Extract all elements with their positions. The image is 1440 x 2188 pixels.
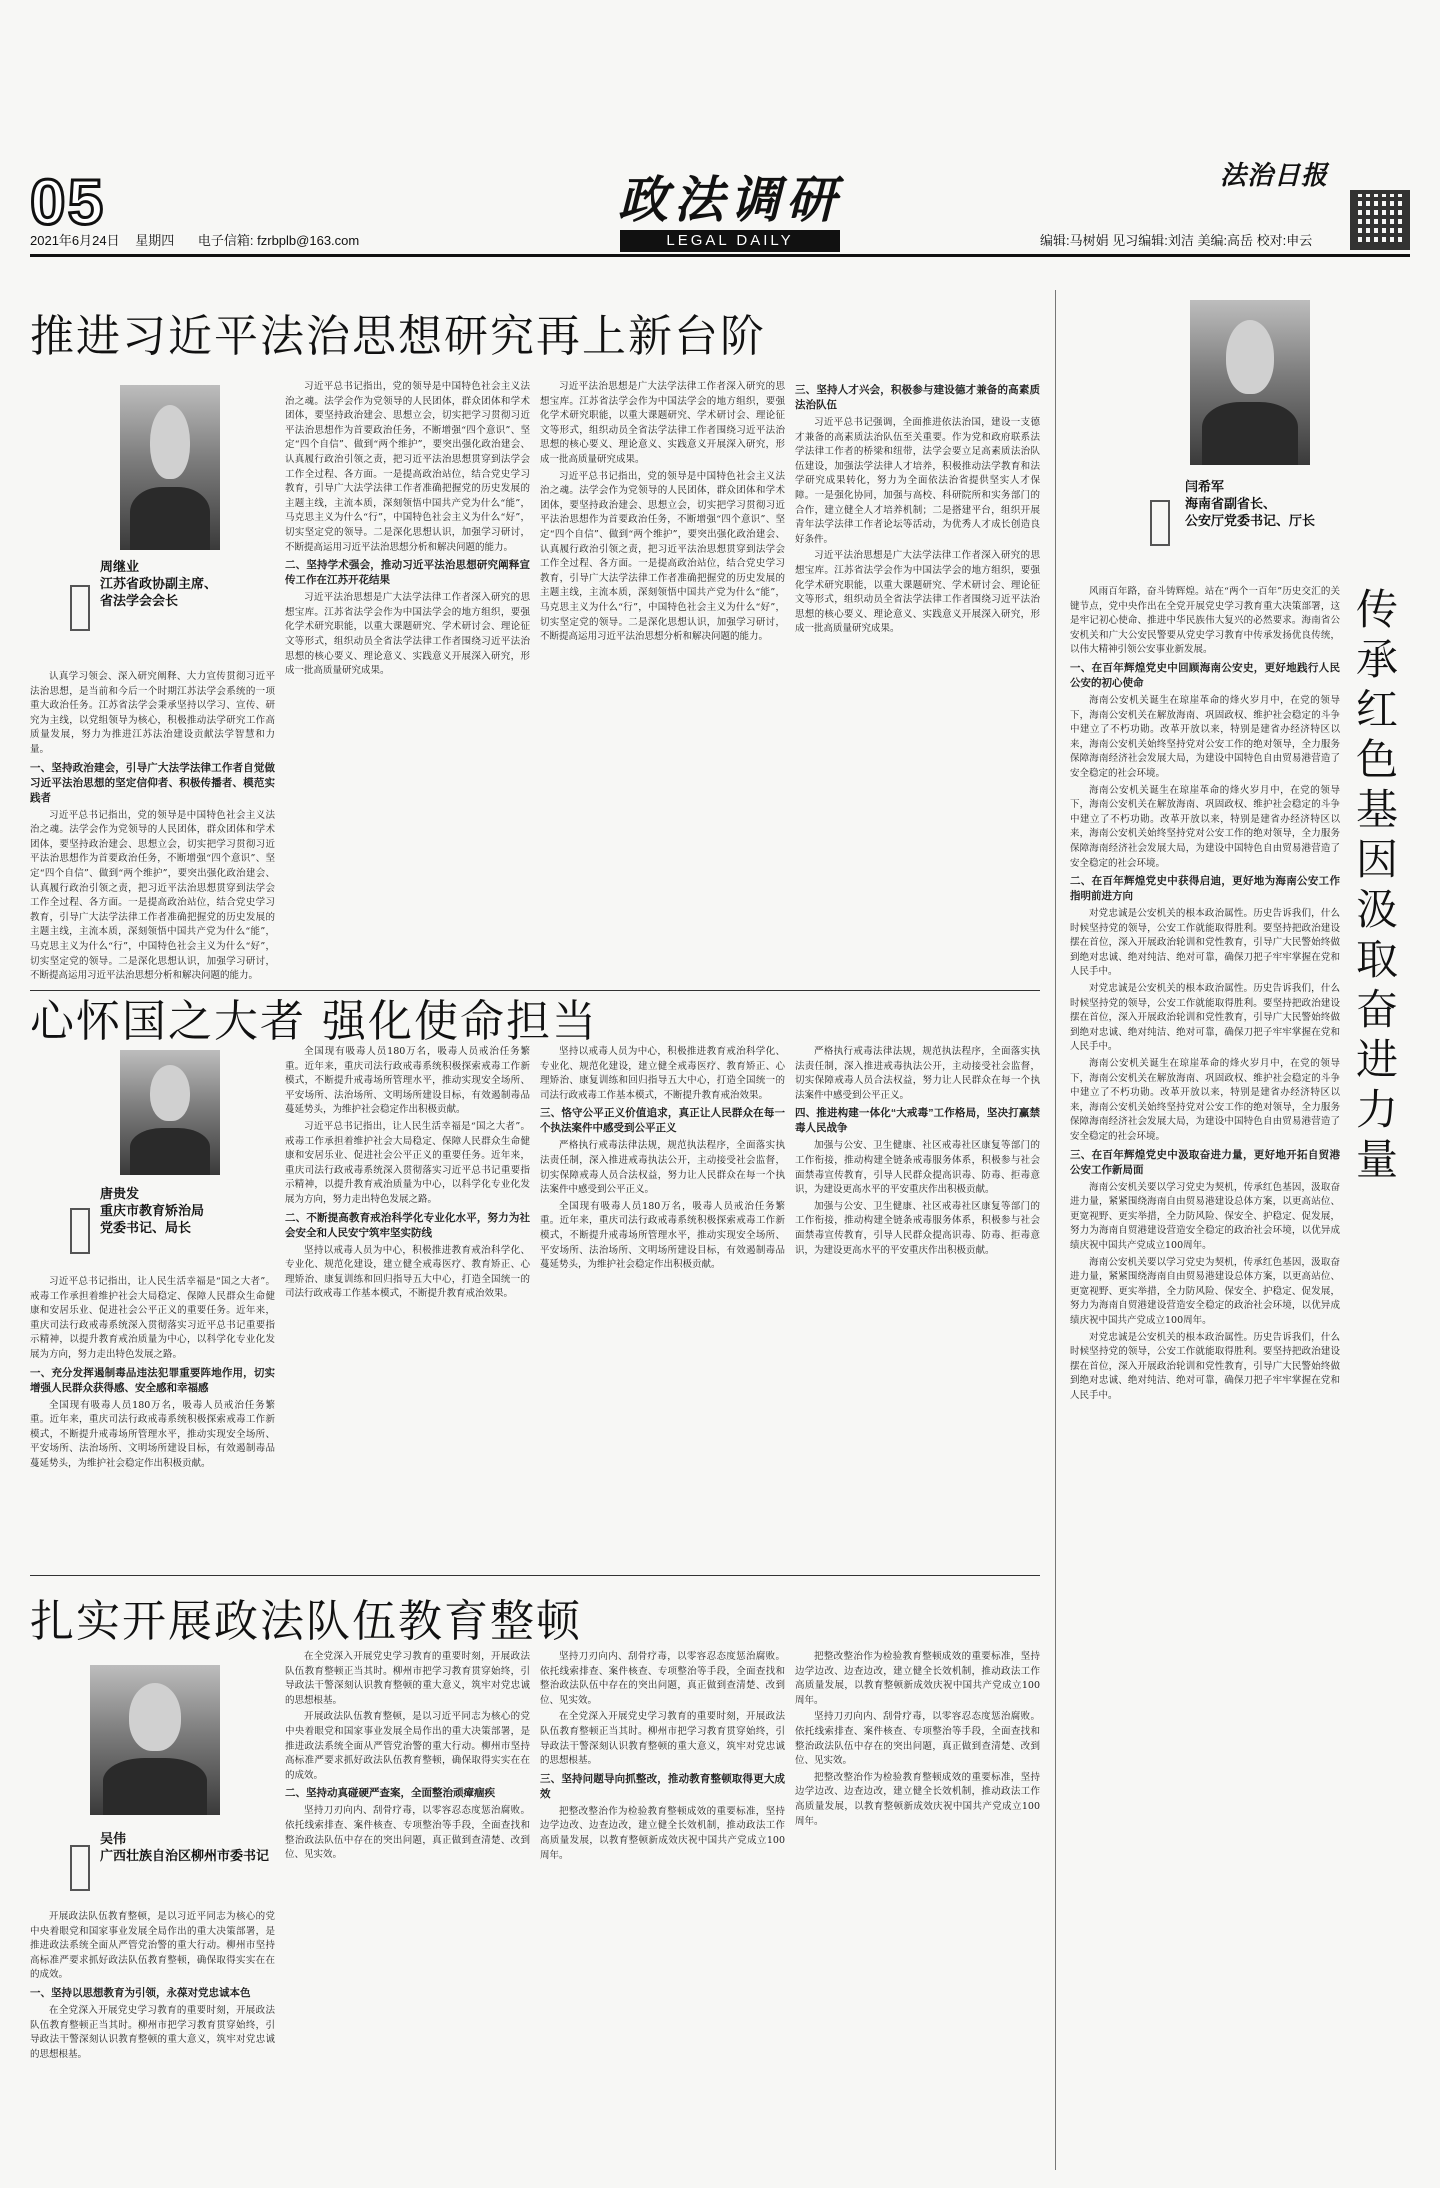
article4-column-1 [30, 1910, 275, 2175]
divider [30, 1575, 1040, 1576]
page-number: 05 [30, 166, 106, 238]
article4-section-2-body: 坚持刀刃向内、刮骨疗毒，以零容忍态度惩治腐败。依托线索排查、案件核查、专项整治等手段，全面查找和整治政法队伍中存在的突出问题，真正做到查清楚、改到位、见实效。 [285, 1805, 530, 1861]
article1-author-title-2: 省法学会会长 [100, 593, 179, 608]
article3-section-3-body: 严格执行戒毒法律法规，规范执法程序，全面落实执法责任制，深入推进戒毒执法公开，主动接受社会监督，切实保障戒毒人员合法权益，努力让人民群众在每一个执法案件中感受到公平正义。 [540, 1140, 785, 1196]
editor-line: 编辑:马树娟 见习编辑:刘洁 美编:高岳 校对:申云 [1040, 233, 1313, 248]
article2-caption [1185, 478, 1315, 529]
article2-author-title-2: 公安厅党委书记、厅长 [1185, 513, 1316, 528]
ornament-icon [70, 1845, 90, 1891]
article1-author-title-1: 江苏省政协副主席、 [100, 576, 218, 591]
article2-author-photo [1190, 300, 1310, 465]
article2-section-1-body: 海南公安机关诞生在琼崖革命的烽火岁月中，在党的领导下，海南公安机关在解放海南、巩固政权、维护社会稳定的斗争中建立了不朽功勋。改革开放以来，特别是建省办经济特区以来，海南公安机关始终坚持党对公安工作的绝对领导，全力服务保障海南经济社会发展大局，为建设中国特色自由贸易港营造了安全稳定的社会环境。 [1070, 694, 1340, 779]
article2-lead: 风雨百年路，奋斗铸辉煌。站在“两个一百年”历史交汇的关键节点，党中央作出在全党开展党史学习教育重大决策部署，这是牢记初心使命、推进中华民族伟大复兴的必然要求。海南省公安机关和广大公安民警要从党史学习教育中传承发扬优良传统，以伟大精神引领公安事业新发展。 [1070, 586, 1340, 656]
article3-author-title-2: 党委书记、局长 [100, 1220, 192, 1235]
article1-section-3-heading: 三、坚持人才兴会，积极参与建设德才兼备的高素质法治队伍 [795, 384, 1040, 411]
article1-column-3: 习近平法治思想是广大法学法律工作者深入研究的思想宝库。江苏省法学会作为中国法学会的地方组织，要强化学术研究职能，以重大课题研究、学术研讨会、理论征文等形式，组织动员全省法学法律工作者围绕习近平法治思想的核心要义、理论意义、实践意义开展深入研究，形成一批高质量研究成果。 习近平总书记指出，党的领导是中国特色社会主义法治之魂。法学会作为党领导的人民团体，群众团体和学术团体，要坚持政治建会、思想立会，切实把学习贯彻习近平法治思想作为首要政治任务，不断增强“四个意识”、坚定“四个自信”、做到“两个维护”，要突出强化政治建会、认真履行政治引领之责，把习近平法治思想贯穿到法学会工作全过程、各方面。一是提高政治站位，结合党史学习教育，引导广大法学法律工作者准确把握党的历史发展的主题主线，主流本质，深刻领悟中国共产党为什么“能”，马克思主义为什么“行”，中国特色社会主义为什么“好”，切实坚定党的领导。二是深化思想认识，加强学习研讨，不断提高运用习近平法治思想分析和解决问题的能力。 [540, 381, 785, 643]
article3-column-4: 严格执行戒毒法律法规，规范执法程序，全面落实执法责任制，深入推进戒毒执法公开，主动接受社会监督，切实保障戒毒人员合法权益，努力让人民群众在每一个执法案件中感受到公平正义。 四、推进构建一体化“大戒毒”工作格局，坚决打赢禁毒人民战争 加强与公安、卫生健康、社区戒毒社区康复等部门的工作衔接，推动构建全链条戒毒服务体系，积极参与社会面禁毒宣传教育，引导人民群众提高识毒、防毒、拒毒意识，为建设更高水平的平安重庆作出积极贡献。 加强与公安、卫生健康、社区戒毒社区康复等部门的工作衔接，推动构建全链条戒毒服务体系，积极参与社会面禁毒宣传教育，引导人民群众提高识毒、防毒、拒毒意识，为建设更高水平的平安重庆作出积极贡献。 [795, 1046, 1040, 1256]
article4-section-3-heading: 三、坚持问题导向抓整改，推动教育整顿取得更大成效 [540, 1772, 785, 1800]
article1-column-2: 习近平总书记指出，党的领导是中国特色社会主义法治之魂。法学会作为党领导的人民团体，群众团体和学术团体，要坚持政治建会、思想立会，切实把学习贯彻习近平法治思想作为首要政治任务，不断增强“四个意识”、坚定“四个自信”、做到“两个维护”，要突出强化政治建会、认真履行政治引领之责，把习近平法治思想贯穿到法学会工作全过程、各方面。一是提高政治站位，结合党史学习教育，引导广大法学法律工作者准确把握党的历史发展的主题主线，主流本质，深刻领悟中国共产党为什么“能”，马克思主义为什么“行”，中国特色社会主义为什么“好”，切实坚定党的领导。二是深化思想认识，加强学习研讨，不断提高运用习近平法治思想分析和解决问题的能力。 二、坚持学术强会，推动习近平法治思想研究阐释宣传工作在江苏开花结果 习近平法治思想是广大法学法律工作者深入研究的思想宝库。江苏省法学会作为中国法学会的地方组织，要强化学术研究职能，以重大课题研究、学术研讨会、理论征文等形式，组织动员全省法学法律工作者围绕习近平法治思想的核心要义、理论意义、实践意义开展深入研究，形成一批高质量研究成果。 [285, 380, 530, 985]
article4-section-1-heading: 一、坚持以思想教育为引领，永葆对党忠诚本色 [30, 1986, 251, 1999]
article4-section-3-body: 把整改整治作为检验教育整顿成效的重要标准，坚持边学边改、边查边改，建立健全长效机制，推动政法工作高质量发展，以教育整顿新成效庆祝中国共产党成立100周年。 [540, 1805, 785, 1861]
article3-column-3: 坚持以戒毒人员为中心，积极推进教育戒治科学化、专业化、规范化建设，建立健全戒毒医疗、教育矫正、心理矫治、康复训练和回归指导五大中心，打造全国统一的司法行政戒毒工作基本模式，不断提升教育戒治效果。 三、恪守公平正义价值追求，真正让人民群众在每一个执法案件中感受到公平正义 严格执行戒毒法律法规，规范执法程序，全面落实执法责任制，深入推进戒毒执法公开，主动接受社会监督，切实保障戒毒人员合法权益，努力让人民群众在每一个执法案件中感受到公平正义。 全国现有吸毒人员180万名，吸毒人员戒治任务繁重。近年来，重庆司法行政戒毒系统积极探索戒毒工作新模式，不断提升戒毒场所管理水平，推动实现安全场所、平安场所、法治场所、文明场所建设目标，有效遏制毒品蔓延势头，为维护社会稳定作出积极贡献。 [540, 1046, 785, 1271]
article3-caption [100, 1185, 204, 1236]
email-label: 电子信箱: [197, 233, 254, 248]
article1-headline: 推进习近平法治思想研究再上新台阶 [30, 311, 766, 362]
article2-author-title-1: 海南省副省长、 [1185, 496, 1277, 511]
paper-logo: 法治日报 [1220, 161, 1329, 191]
article2-column-1: 风雨百年路，奋斗铸辉煌。站在“两个一百年”历史交汇的关键节点，党中央作出在全党开展党史学习教育重大决策部署，这是牢记初心使命、推进中华民族伟大复兴的必然要求。海南省公安机关和广大公安民警要从党史学习教育中传承发扬优良传统，以伟大精神引领公安事业新发展。 一、在百年辉煌党史中回顾海南公安史，更好地践行人民公安的初心使命 海南公安机关诞生在琼崖革命的烽火岁月中，在党的领导下，海南公安机关在解放海南、巩固政权、维护社会稳定的斗争中建立了不朽功勋。改革开放以来，特别是建省办经济特区以来，海南公安机关始终坚持党对公安工作的绝对领导，全力服务保障海南经济社会发展大局，为建设中国特色自由贸易港营造了安全稳定的社会环境。 海南公安机关诞生在琼崖革命的烽火岁月中，在党的领导下，海南公安机关在解放海南、巩固政权、维护社会稳定的斗争中建立了不朽功勋。改革开放以来，特别是建省办经济特区以来，海南公安机关始终坚持党对公安工作的绝对领导，全力服务保障海南经济社会发展大局，为建设中国特色自由贸易港营造了安全稳定的社会环境。 二、在百年辉煌党史中获得启迪，更好地为海南公安工作指明前进方向 对党忠诚是公安机关的根本政治属性。历史告诉我们，什么时候坚持党的领导，公安工作就能取得胜利。要坚持把政治建设摆在首位，深入开展政治轮训和党性教育，引导广大民警始终做到绝对忠诚、绝对纯洁、绝对可靠，确保刀把子牢牢掌握在党和人民手中。 对党忠诚是公安机关的根本政治属性。历史告诉我们，什么时候坚持党的领导，公安工作就能取得胜利。要坚持把政治建设摆在首位，深入开展政治轮训和党性教育，引导广大民警始终做到绝对忠诚、绝对纯洁、绝对可靠，确保刀把子牢牢掌握在党和人民手中。 海南公安机关诞生在琼崖革命的烽火岁月中，在党的领导下，海南公安机关在解放海南、巩固政权、维护社会稳定的斗争中建立了不朽功勋。改革开放以来，特别是建省办经济特区以来，海南公安机关始终坚持党对公安工作的绝对领导，全力服务保障海南经济社会发展大局，为建设中国特色自由贸易港营造了安全稳定的社会环境。 三、在百年辉煌党史中汲取奋进力量，更好地开拓自贸港公安工作新局面 海南公安机关要以学习党史为契机，传承红色基因，汲取奋进力量，紧紧围绕海南自由贸易港建设总体方案，以更高站位、更宽视野、更实举措，全力防风险、保安全、护稳定、促发展，努力为海南自贸港建设营造安全稳定的政治社会环境，以优异成绩庆祝中国共产党成立100周年。 海南公安机关要以学习党史为契机，传承红色基因，汲取奋进力量，紧紧围绕海南自由贸易港建设总体方案，以更高站位、更宽视野、更实举措，全力防风险、保安全、护稳定、促发展，努力为海南自贸港建设营造安全稳定的政治社会环境，以优异成绩庆祝中国共产党成立100周年。 对党忠诚是公安机关的根本政治属性。历史告诉我们，什么时候坚持党的领导，公安工作就能取得胜利。要坚持把政治建设摆在首位，深入开展政治轮训和党性教育，引导广大民警始终做到绝对忠诚、绝对纯洁、绝对可靠，确保刀把子牢牢掌握在党和人民手中。 [1070, 586, 1340, 1401]
article2-headline: 传承红色基因 汲取奋进力量 [1355, 585, 1398, 1184]
article4-author-name: 吴伟 [100, 1831, 127, 1846]
article3-author-photo [120, 1050, 220, 1175]
article1-column-1 [30, 670, 275, 985]
masthead [0, 0, 1440, 260]
article4-author-title-1: 广西壮族自治区柳州市委书记 [100, 1848, 270, 1863]
article1-column-4: 三、坚持人才兴会，积极参与建设德才兼备的高素质法治队伍 习近平总书记强调，全面推进依法治国，建设一支德才兼备的高素质法治队伍至关重要。作为党和政府联系法学法律工作者的桥梁和纽带，法学会要立足高素质法治队伍建设，加强法学法律人才培养，积极推动法学教育和法学研究成果转化，努力为全面依法治省提供坚实人才保障。一是强化协同，加强与高校、科研院所和实务部门的合作，建立健全人才培养机制；二是搭建平台，组织开展青年法学法律工作者论坛等活动，为优秀人才成长创造良好条件。 习近平法治思想是广大法学法律工作者深入研究的思想宝库。江苏省法学会作为中国法学会的地方组织，要强化学术研究职能，以重大课题研究、学术研讨会、理论征文等形式，组织动员全省法学法律工作者围绕习近平法治思想的核心要义、理论意义、实践意义开展深入研究，形成一批高质量研究成果。 [795, 384, 1040, 635]
article3-section-2-heading: 二、不断提高教育戒治科学化专业化水平，努力为社会安全和人民安宁筑牢坚实防线 [285, 1211, 530, 1239]
article1-author-name: 周继业 [100, 559, 140, 574]
article3-section-4-heading: 四、推进构建一体化“大戒毒”工作格局，坚决打赢禁毒人民战争 [795, 1107, 1040, 1135]
article3-lead: 习近平总书记指出，让人民生活幸福是“国之大者”。戒毒工作承担着维护社会大局稳定、保障人民群众生命健康和安居乐业、促进社会公平正义的重要任务。近年来，重庆司法行政戒毒系统深入贯彻落实习近平总书记重要指示精神，以提升教育戒治质量为中心，以科学化专业化发展为方向，努力走出特色发展之路。 [30, 1276, 275, 1360]
article2-author-name: 闫希军 [1185, 479, 1225, 494]
article3-section-1-heading: 一、充分发挥遏制毒品违法犯罪重要阵地作用，切实增强人民群众获得感、安全感和幸福感 [30, 1366, 275, 1394]
article4-column-2: 在全党深入开展党史学习教育的重要时刻，开展政法队伍教育整顿正当其时。柳州市把学习教育贯穿始终，引导政法干警深刻认识教育整顿的重大意义，筑牢对党忠诚的思想根基。 开展政法队伍教育整顿，是以习近平同志为核心的党中央着眼党和国家事业发展全局作出的重大决策部署，是推进政法系统全面从严管党治警的重大行动。柳州市坚持高标准严要求抓好政法队伍教育整顿，确保取得实实在在的成效。 二、坚持动真碰硬严查案，全面整治顽瘴痼疾 坚持刀刃向内、刮骨疗毒，以零容忍态度惩治腐败。依托线索排查、案件核查、专项整治等手段，全面查找和整治政法队伍中存在的突出问题，真正做到查清楚、改到位、见实效。 [285, 1650, 530, 2175]
date: 2021年6月24日 [30, 233, 120, 248]
article4-lead: 开展政法队伍教育整顿，是以习近平同志为核心的党中央着眼党和国家事业发展全局作出的重大决策部署，是推进政法系统全面从严管党治警的重大行动。柳州市坚持高标准严要求抓好政法队伍教育整顿，确保取得实实在在的成效。 [30, 1911, 275, 1981]
article3-column-1 [30, 1275, 275, 1570]
section-subtitle: LEGAL DAILY [620, 230, 840, 252]
article3-author-title-1: 重庆市教育矫治局 [100, 1203, 205, 1218]
article3-section-3-heading: 三、恪守公平正义价值追求，真正让人民群众在每一个执法案件中感受到公平正义 [540, 1107, 785, 1135]
weekday: 星期四 [135, 233, 175, 248]
article4-column-4: 把整改整治作为检验教育整顿成效的重要标准，坚持边学边改、边查边改，建立健全长效机制，推动政法工作高质量发展，以教育整顿新成效庆祝中国共产党成立100周年。 坚持刀刃向内、刮骨疗毒，以零容忍态度惩治腐败。依托线索排查、案件核查、专项整治等手段，全面查找和整治政法队伍中存在的突出问题，真正做到查清楚、改到位、见实效。 把整改整治作为检验教育整顿成效的重要标准，坚持边学边改、边查边改，建立健全长效机制，推动政法工作高质量发展，以教育整顿新成效庆祝中国共产党成立100周年。 [795, 1651, 1040, 1827]
article1-section-2-heading: 二、坚持学术强会，推动习近平法治思想研究阐释宣传工作在江苏开花结果 [285, 559, 530, 587]
article3-column-2: 全国现有吸毒人员180万名，吸毒人员戒治任务繁重。近年来，重庆司法行政戒毒系统积极探索戒毒工作新模式，不断提升戒毒场所管理水平，推动实现安全场所、平安场所、法治场所、文明场所建设目标，有效遏制毒品蔓延势头，为维护社会稳定作出积极贡献。 习近平总书记指出，让人民生活幸福是“国之大者”。戒毒工作承担着维护社会大局稳定、保障人民群众生命健康和安居乐业、促进社会公平正义的重要任务。近年来，重庆司法行政戒毒系统深入贯彻落实习近平总书记重要指示精神，以提升教育戒治质量为中心，以科学化专业化发展为方向，努力走出特色发展之路。 二、不断提高教育戒治科学化专业化水平，努力为社会安全和人民安宁筑牢坚实防线 坚持以戒毒人员为中心，积极推进教育戒治科学化、专业化、规范化建设，建立健全戒毒医疗、教育矫正、心理矫治、康复训练和回归指导五大中心，打造全国统一的司法行政戒毒工作基本模式，不断提升教育戒治效果。 [285, 1045, 530, 1570]
article1-section-2-body: 习近平法治思想是广大法学法律工作者深入研究的思想宝库。江苏省法学会作为中国法学会的地方组织，要强化学术研究职能，以重大课题研究、学术研讨会、理论征文等形式，组织动员全省法学法律工作者围绕习近平法治思想的核心要义、理论意义、实践意义开展深入研究，形成一批高质量研究成果。 [285, 592, 530, 677]
article4-section-1-body: 在全党深入开展党史学习教育的重要时刻，开展政法队伍教育整顿正当其时。柳州市把学习教育贯穿始终，引导政法干警深刻认识教育整顿的重大意义，筑牢对党忠诚的思想根基。 [30, 2004, 275, 2060]
qr-code-icon [1350, 190, 1410, 250]
article2-section-3-body: 海南公安机关要以学习党史为契机，传承红色基因，汲取奋进力量，紧紧围绕海南自由贸易港建设总体方案，以更高站位、更宽视野、更实举措，全力防风险、保安全、护稳定、促发展，努力为海南自贸港建设营造安全稳定的政治社会环境，以优异成绩庆祝中国共产党成立100周年。 [1070, 1181, 1340, 1251]
article3-section-4-body: 加强与公安、卫生健康、社区戒毒社区康复等部门的工作衔接，推动构建全链条戒毒服务体系，积极参与社会面禁毒宣传教育，引导人民群众提高识毒、防毒、拒毒意识，为建设更高水平的平安重庆作出积极贡献。 [795, 1140, 1040, 1196]
article1-section-3-body: 习近平总书记强调，全面推进依法治国，建设一支德才兼备的高素质法治队伍至关重要。作为党和政府联系法学法律工作者的桥梁和纽带，法学会要立足高素质法治队伍建设，加强法学法律人才培养，积极推动法学教育和法学研究成果转化，努力为全面依法治省提供坚实人才保障。一是强化协同，加强与高校、科研院所和实务部门的合作，建立健全人才培养机制；二是搭建平台，组织开展青年法学法律工作者论坛等活动，为优秀人才成长创造良好条件。 [795, 417, 1040, 545]
article1-caption [100, 558, 217, 609]
article4-caption [100, 1830, 269, 1864]
date-line [30, 230, 359, 249]
column-divider [1055, 290, 1056, 2170]
article2-section-2-body: 对党忠诚是公安机关的根本政治属性。历史告诉我们，什么时候坚持党的领导，公安工作就能取得胜利。要坚持把政治建设摆在首位，深入开展政治轮训和党性教育，引导广大民警始终做到绝对忠诚、绝对纯洁、绝对可靠，确保刀把子牢牢掌握在党和人民手中。 [1070, 908, 1340, 978]
article1-author-photo [120, 385, 220, 550]
article2-section-1-heading: 一、在百年辉煌党史中回顾海南公安史，更好地践行人民公安的初心使命 [1070, 661, 1340, 689]
article2-section-3-heading: 三、在百年辉煌党史中汲取奋进力量，更好地开拓自贸港公安工作新局面 [1070, 1148, 1340, 1176]
article3-author-name: 唐贵发 [100, 1186, 140, 1201]
article4-section-2-heading: 二、坚持动真碰硬严查案，全面整治顽瘴痼疾 [285, 1787, 495, 1800]
email-link[interactable]: fzrbplb@163.com [257, 233, 360, 248]
article4-column-3: 坚持刀刃向内、刮骨疗毒，以零容忍态度惩治腐败。依托线索排查、案件核查、专项整治等手段，全面查找和整治政法队伍中存在的突出问题，真正做到查清楚、改到位、见实效。 在全党深入开展党史学习教育的重要时刻，开展政法队伍教育整顿正当其时。柳州市把学习教育贯穿始终，引导政法干警深刻认识教育整顿的重大意义，筑牢对党忠诚的思想根基。 三、坚持问题导向抓整改，推动教育整顿取得更大成效 把整改整治作为检验教育整顿成效的重要标准，坚持边学边改、边查边改，建立健全长效机制，推动政法工作高质量发展，以教育整顿新成效庆祝中国共产党成立100周年。 [540, 1650, 785, 2175]
section-title: 政法调研 [618, 170, 842, 229]
article2-section-2-heading: 二、在百年辉煌党史中获得启迪，更好地为海南公安工作指明前进方向 [1070, 875, 1340, 903]
article3-section-2-body: 坚持以戒毒人员为中心，积极推进教育戒治科学化、专业化、规范化建设，建立健全戒毒医疗、教育矫正、心理矫治、康复训练和回归指导五大中心，打造全国统一的司法行政戒毒工作基本模式，不断提升教育戒治效果。 [285, 1244, 530, 1300]
ornament-icon [70, 1208, 90, 1254]
article4-headline: 扎实开展政法队伍教育整顿 [30, 1596, 582, 1647]
article1-section-1-heading: 一、坚持政治建会，引导广大法学法律工作者自觉做习近平法治思想的坚定信仰者、积极传播者、模范实践者 [30, 761, 275, 804]
article4-author-photo [90, 1665, 220, 1815]
article3-headline: 心怀国之大者 强化使命担当 [30, 996, 598, 1047]
article1-lead: 认真学习领会、深入研究阐释、大力宣传贯彻习近平法治思想，是当前和今后一个时期江苏法学会系统的一项重大政治任务。江苏省法学会秉承坚持以学习、宣传、研究为主线，以党组领导为核心，积极推动法学研究工作高质量发展，努力为推进江苏法治建设贡献法学智慧和力量。 [30, 671, 275, 755]
article1-section-1-body: 习近平总书记指出，党的领导是中国特色社会主义法治之魂。法学会作为党领导的人民团体，群众团体和学术团体，要坚持政治建会、思想立会，切实把学习贯彻习近平法治思想作为首要政治任务，不断增强“四个意识”、坚定“四个自信”、做到“两个维护”，要突出强化政治建会、认真履行政治引领之责，把习近平法治思想贯穿到法学会工作全过程、各方面。一是提高政治站位，结合党史学习教育，引导广大法学法律工作者准确把握党的历史发展的主题主线，主流本质，深刻领悟中国共产党为什么“能”，马克思主义为什么“行”，中国特色社会主义为什么“好”，切实坚定党的领导。二是深化思想认识，加强学习研讨，不断提高运用习近平法治思想分析和解决问题的能力。 [30, 809, 275, 982]
ornament-icon [70, 585, 90, 631]
ornament-icon [1150, 500, 1170, 546]
article3-section-1-body: 全国现有吸毒人员180万名，吸毒人员戒治任务繁重。近年来，重庆司法行政戒毒系统积极探索戒毒工作新模式，不断提升戒毒场所管理水平，推动实现安全场所、平安场所、法治场所、文明场所建设目标，有效遏制毒品蔓延势头，为维护社会稳定作出积极贡献。 [30, 1399, 275, 1469]
header-rule [30, 254, 1410, 257]
